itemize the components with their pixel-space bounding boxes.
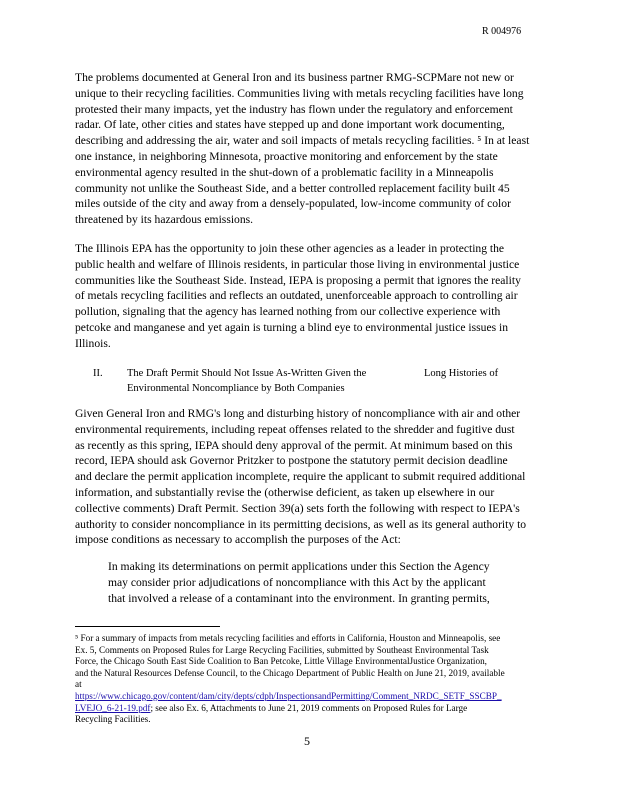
text-line: The Illinois EPA has the opportunity to join these other agencies as a leader in protecting the [75,242,505,255]
text-line: information, and substantially revise the (otherwise deficient, as taken up elsewhere in our [75,485,495,499]
text-line: at [75,679,82,690]
text-line: describing and addressing the air, water and soil impacts of metals recycling facilities. ⁵ In at least [75,134,530,148]
text-line: petcoke and manganese and yet again is turning a blind eye to environmental justice issues in [75,320,509,334]
text-line: environmental agency resulted in the shut-down of a problematic facility in a Minneapolis [75,165,494,179]
footnote-lines [75,633,555,691]
footnote [75,633,555,726]
heading-line-2: Environmental Noncompliance by Both Companies [127,383,345,394]
text-line: collective comments) Draft Permit. Section 39(a) sets forth the following with respect to IEPA's [75,501,520,515]
heading-numeral: II. [93,368,103,379]
block-quote [108,559,588,606]
text-line: protested their many impacts, yet the industry has flown under the regulatory and enforcement [75,102,513,116]
text-line: community not unlike the Southeast Side, and a better controlled replacement facility built 45 [75,181,510,195]
text-line: public health and welfare of Illinois residents, in particular those living in environmental justice [75,257,520,271]
paragraph-2 [75,241,555,352]
footnote-link[interactable]: https://www.chicago.gov/content/dam/city/depts/cdph/InspectionsandPermitting/Comment_NRDC_SETF_SSCBP_ [75,690,502,701]
text-line: unique to their recycling facilities. Communities living with metals recycling facilities have long [75,86,524,100]
footnote-link-cont[interactable]: LVEJO_6-21-19.pdf [75,702,151,713]
text-line: Ex. 5, Comments on Proposed Rules for Large Recycling Facilities, submitted by Southeast Environmental Task [75,644,489,655]
text-line: impose conditions as necessary to accomplish the purposes of the Act: [75,533,401,547]
text-line: as recently as this spring, IEPA should deny approval of the permit. At minimum based on this [75,438,513,452]
text-line: and the Natural Resources Defense Council, to the Chicago Department of Public Health on June 21, 2019, available [75,667,505,678]
text-line: may consider prior adjudications of noncompliance with this Act by the applicant [108,575,486,589]
text-line: pollution, signaling that the agency has learned nothing from our collective experience with [75,305,501,319]
paragraph-3 [75,406,555,548]
text-line: The problems documented at General Iron and its business partner RMG-SCPMare not new or [75,71,514,84]
text-line: ⁵ For a summary of impacts from metals recycling facilities and efforts in California, Houston and Minneapolis, see [75,633,501,643]
text-line: Given General Iron and RMG's long and disturbing history of noncompliance with air and other [75,407,521,420]
text-line: one instance, in neighboring Minnesota, proactive monitoring and enforcement by the state [75,149,498,163]
paragraph-1 [75,70,555,228]
footnote-separator [75,626,220,627]
text-line: Force, the Chicago South East Side Coalition to Ban Petcoke, Little Village EnvironmentalJustice Organization, [75,656,487,667]
text-line: threatened by its hazardous emissions. [75,213,254,227]
bates-number: R 004976 [482,26,522,37]
text-line: In making its determinations on permit applications under this Section the Agency [108,560,490,573]
text-line: communities like the Southeast Side. Instead, IEPA is proposing a permit that ignores the reality [75,273,521,287]
text-line: miles outside of the city and away from a densely-populated, low-income community of color [75,197,511,211]
text-line: record, IEPA should ask Governor Pritzker to postpone the statutory permit decision deadline [75,454,508,468]
text-line: authority to consider noncompliance in its permitting decisions, as well as its general authority to [75,517,527,531]
text-line: Illinois. [75,336,111,350]
heading-line-1: The Draft Permit Should Not Issue As-Written Given the [127,368,367,379]
text-line: radar. Of late, other cities and states have stepped up and done important work documenting, [75,118,505,132]
text-line: and declare the permit application incomplete, require the applicant to submit required additional [75,470,526,484]
text-line: that involved a release of a contaminant into the environment. In granting permits, [108,591,490,605]
text-line: environmental requirements, including repeat offenses related to the shredder and fugitive dust [75,422,515,436]
footnote-text: ; see also Ex. 6, Attachments to June 21, 2019 comments on Proposed Rules for Large [150,702,468,713]
text-line: of metals recycling facilities and reflects an outdated, unenforceable approach to controlling air [75,289,518,303]
footnote-last: Recycling Facilities. [75,714,151,725]
page-number: 5 [304,734,310,748]
heading-line-1b: Long Histories of [424,368,499,379]
